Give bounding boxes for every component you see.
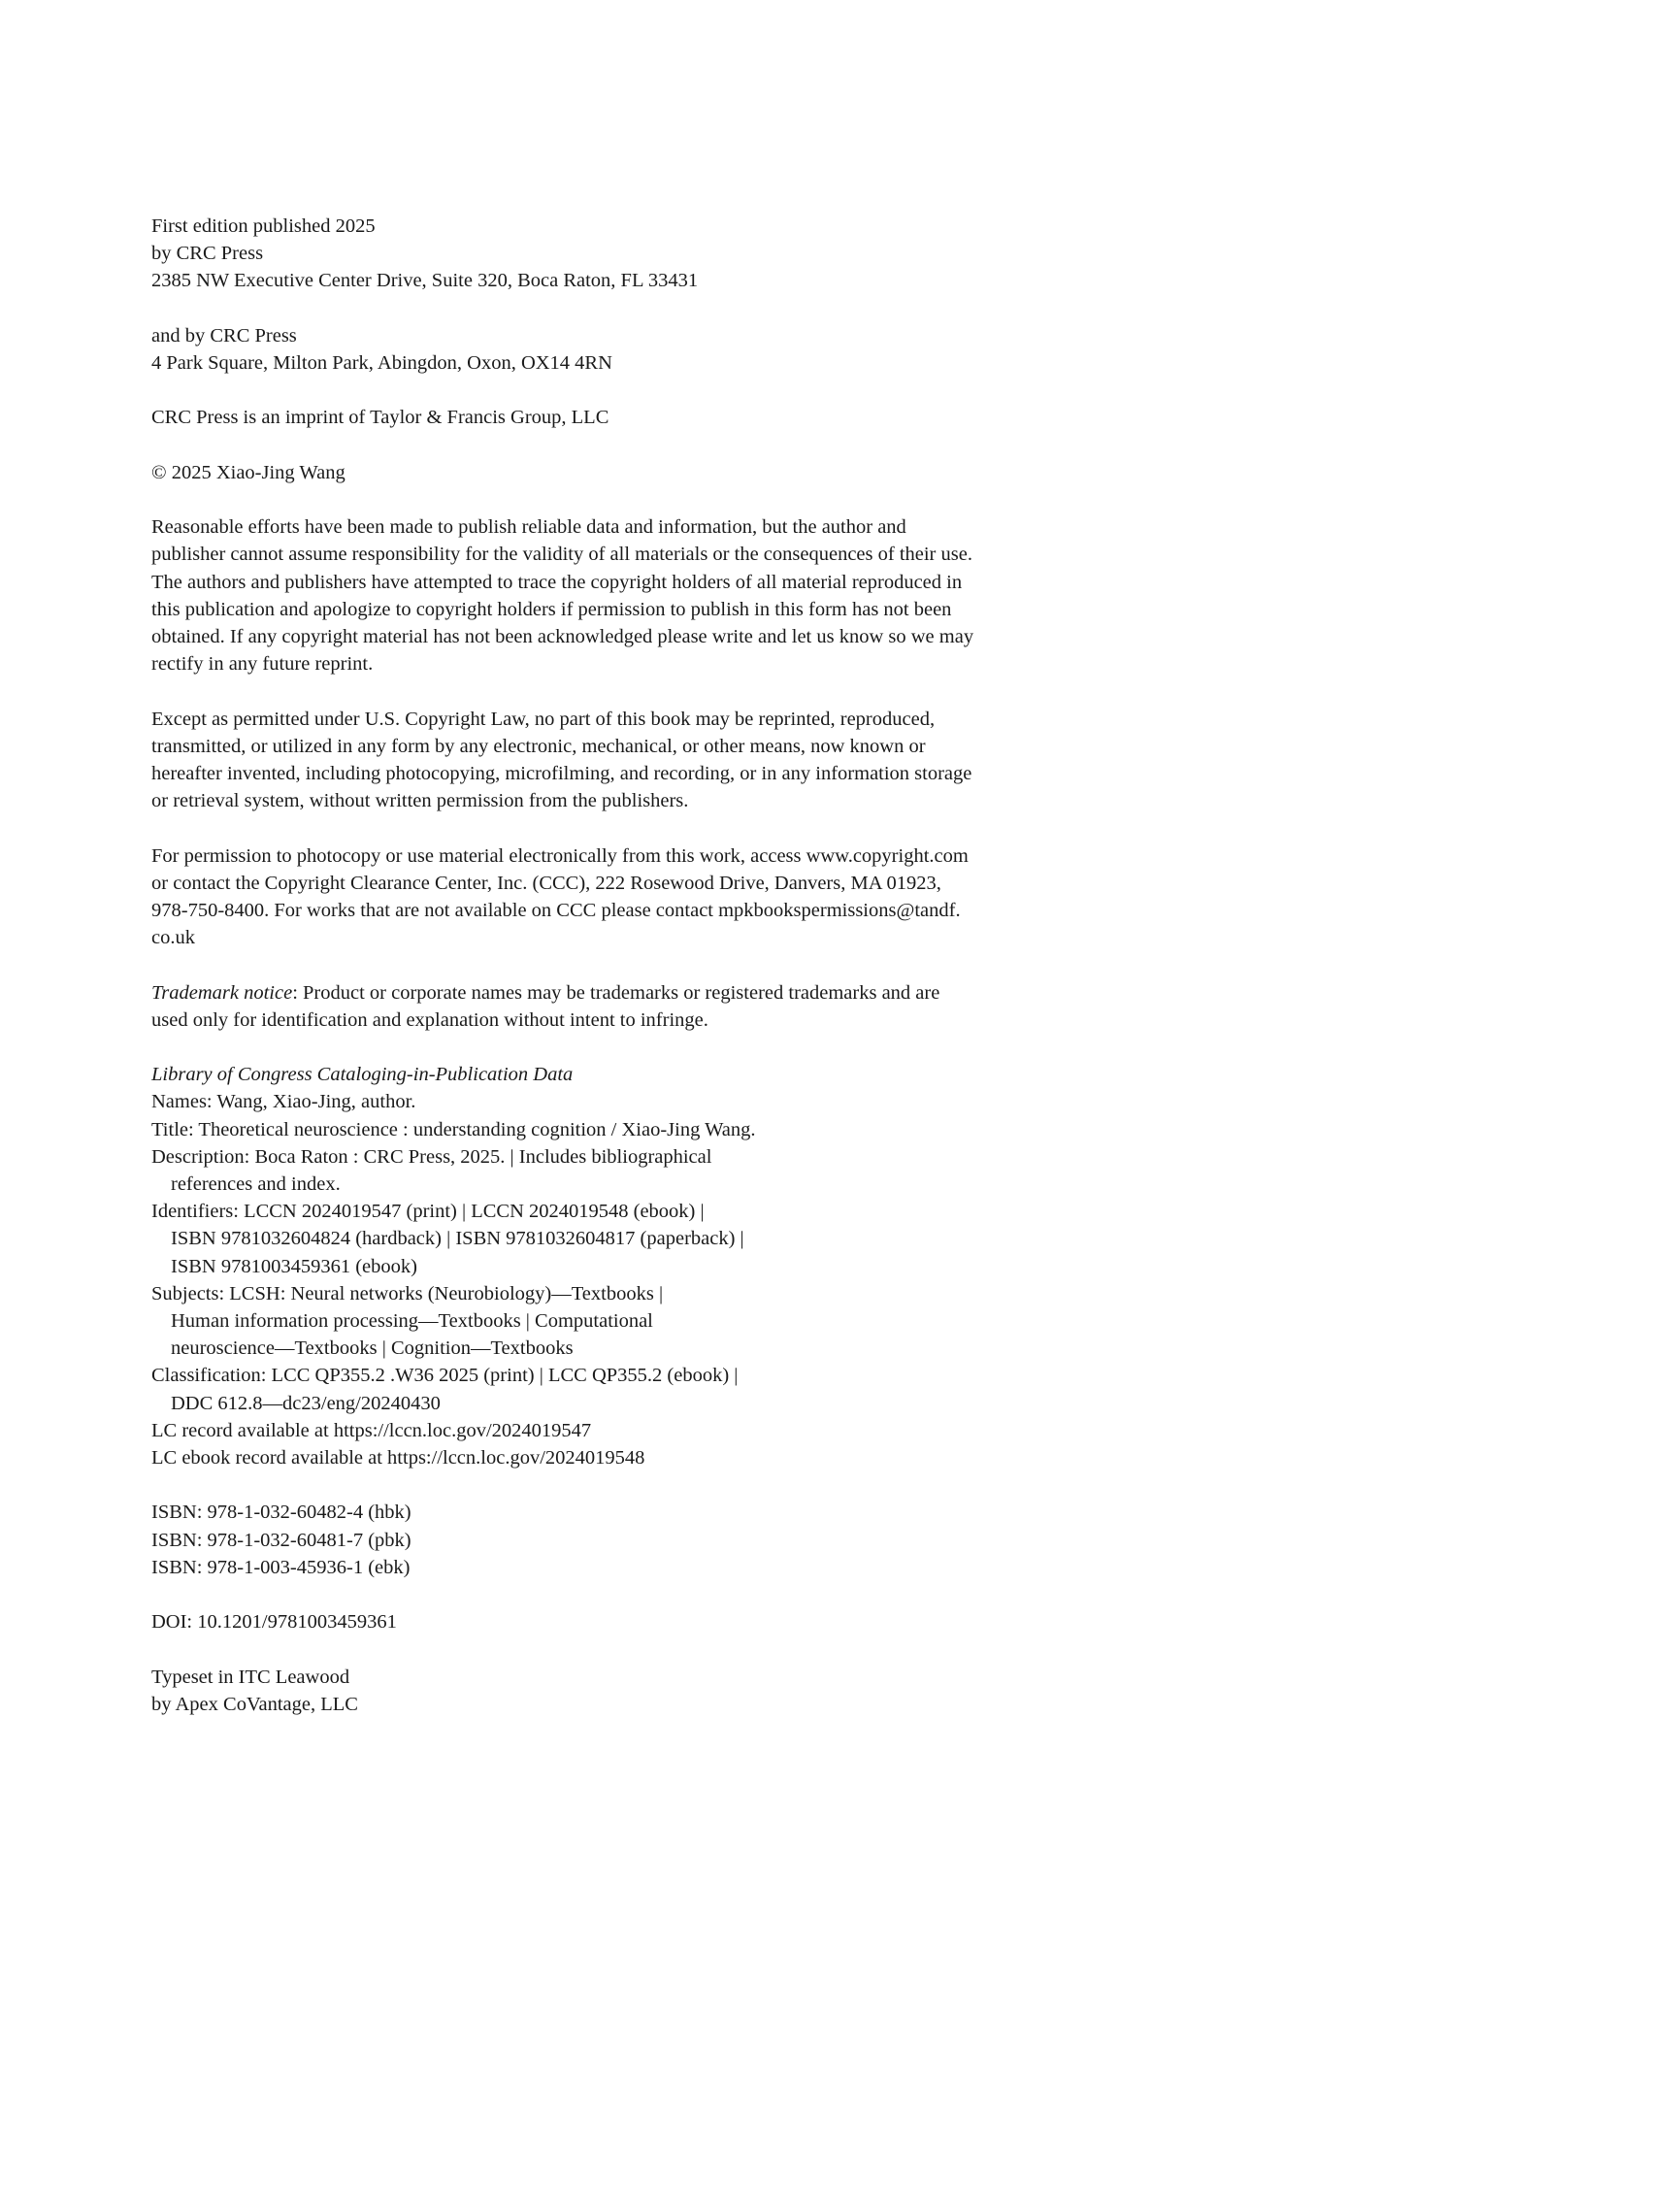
publication-info — [151, 213, 1025, 295]
isbn-list — [151, 1499, 1025, 1581]
cip-description: references and index. — [171, 1172, 341, 1195]
cip-identifiers: Identifiers: LCCN 2024019547 (print) | LCCN 2024019548 (ebook) | — [151, 1201, 705, 1223]
cip-classification: Classification: LCC QP355.2 .W36 2025 (print) | LCC QP355.2 (ebook) | — [151, 1365, 739, 1387]
law-line: Except as permitted under U.S. Copyright Law, no part of this book may be reprinted, reproduced, — [151, 708, 936, 730]
cip-title: Title: Theoretical neuroscience : understanding cognition / Xiao-Jing Wang. — [151, 1118, 756, 1140]
publication-info-uk — [151, 322, 1025, 377]
cip-record: LC record available at https://lccn.loc.gov/2024019547 — [151, 1419, 592, 1441]
disclaimer-line: The authors and publishers have attempted to trace the copyright holders of all material reproduced in — [151, 571, 963, 593]
disclaimer-line: publisher cannot assume responsibility for the validity of all materials or the consequences of their use. — [151, 544, 972, 566]
publisher-address-uk: 4 Park Square, Milton Park, Abingdon, Oxon, OX14 4RN — [151, 352, 612, 374]
disclaimer-line: this publication and apologize to copyright holders if permission to publish in this form has not been — [151, 598, 952, 620]
typeset-line: Typeset in ITC Leawood — [151, 1666, 350, 1688]
permission-paragraph — [151, 842, 1025, 952]
imprint-line: CRC Press is an imprint of Taylor & Francis Group, LLC — [151, 407, 609, 429]
doi-line: DOI: 10.1201/9781003459361 — [151, 1611, 397, 1634]
disclaimer-line: obtained. If any copyright material has not been acknowledged please write and let us know so we may — [151, 625, 974, 647]
cip-heading — [151, 1061, 1025, 1088]
disclaimer-paragraph — [151, 513, 1025, 677]
law-line: transmitted, or utilized in any form by any electronic, mechanical, or other means, now known or — [151, 735, 926, 757]
cip-subjects: Subjects: LCSH: Neural networks (Neurobiology)—Textbooks | — [151, 1282, 664, 1304]
disclaimer-line: rectify in any future reprint. — [151, 653, 374, 676]
isbn-line: ISBN: 978-1-032-60481-7 (pbk) — [151, 1529, 411, 1551]
trademark-line — [151, 979, 1025, 1007]
cip-data — [151, 1061, 1025, 1471]
typesetter-line: by Apex CoVantage, LLC — [151, 1693, 358, 1715]
copyright-line: © 2025 Xiao-Jing Wang — [151, 461, 345, 483]
cip-subjects: Human information processing—Textbooks | Computational — [171, 1310, 653, 1332]
doi-block — [151, 1608, 1025, 1635]
cip-classification: DDC 612.8—dc23/eng/20240430 — [171, 1392, 441, 1414]
trademark-label: Trademark notice — [151, 981, 293, 1004]
copyright-page — [151, 213, 1025, 1745]
edition-line: First edition published 2025 — [151, 215, 376, 237]
imprint-notice — [151, 404, 1025, 431]
copyright-notice — [151, 459, 1025, 486]
permission-line: co.uk — [151, 927, 195, 949]
permission-line: For permission to photocopy or use material electronically from this work, access www.copyright.com — [151, 844, 969, 867]
law-line: or retrieval system, without written permission from the publishers. — [151, 790, 689, 812]
cip-identifiers: ISBN 9781032604824 (hardback) | ISBN 9781032604817 (paperback) | — [171, 1228, 744, 1250]
publisher-line-uk: and by CRC Press — [151, 324, 297, 347]
permission-line: or contact the Copyright Clearance Center, Inc. (CCC), 222 Rosewood Drive, Danvers, MA 01923, — [151, 872, 941, 894]
cip-ebook-record: LC ebook record available at https://lccn.loc.gov/2024019548 — [151, 1447, 645, 1469]
trademark-paragraph — [151, 979, 1025, 1034]
typeset-info — [151, 1664, 1025, 1718]
publisher-address-us: 2385 NW Executive Center Drive, Suite 320, Boca Raton, FL 33431 — [151, 270, 699, 292]
trademark-text: : Product or corporate names may be trademarks or registered trademarks and are — [292, 981, 940, 1004]
isbn-line: ISBN: 978-1-032-60482-4 (hbk) — [151, 1502, 411, 1524]
cip-names: Names: Wang, Xiao-Jing, author. — [151, 1091, 416, 1113]
publisher-line: by CRC Press — [151, 243, 264, 265]
cip-subjects: neuroscience—Textbooks | Cognition—Textbooks — [171, 1337, 574, 1360]
law-line: hereafter invented, including photocopying, microfilming, and recording, or in any information storage — [151, 762, 972, 784]
trademark-line: used only for identification and explanation without intent to infringe. — [151, 1008, 708, 1031]
cip-heading-text: Library of Congress Cataloging-in-Publication Data — [151, 1064, 574, 1086]
isbn-line: ISBN: 978-1-003-45936-1 (ebk) — [151, 1556, 411, 1578]
copyright-law-paragraph — [151, 706, 1025, 815]
disclaimer-line: Reasonable efforts have been made to publish reliable data and information, but the author and — [151, 516, 906, 539]
cip-description: Description: Boca Raton : CRC Press, 2025. | Includes bibliographical — [151, 1145, 712, 1168]
cip-identifiers: ISBN 9781003459361 (ebook) — [171, 1255, 417, 1277]
permission-line: 978-750-8400. For works that are not available on CCC please contact mpkbookspermissions@tandf. — [151, 899, 961, 921]
